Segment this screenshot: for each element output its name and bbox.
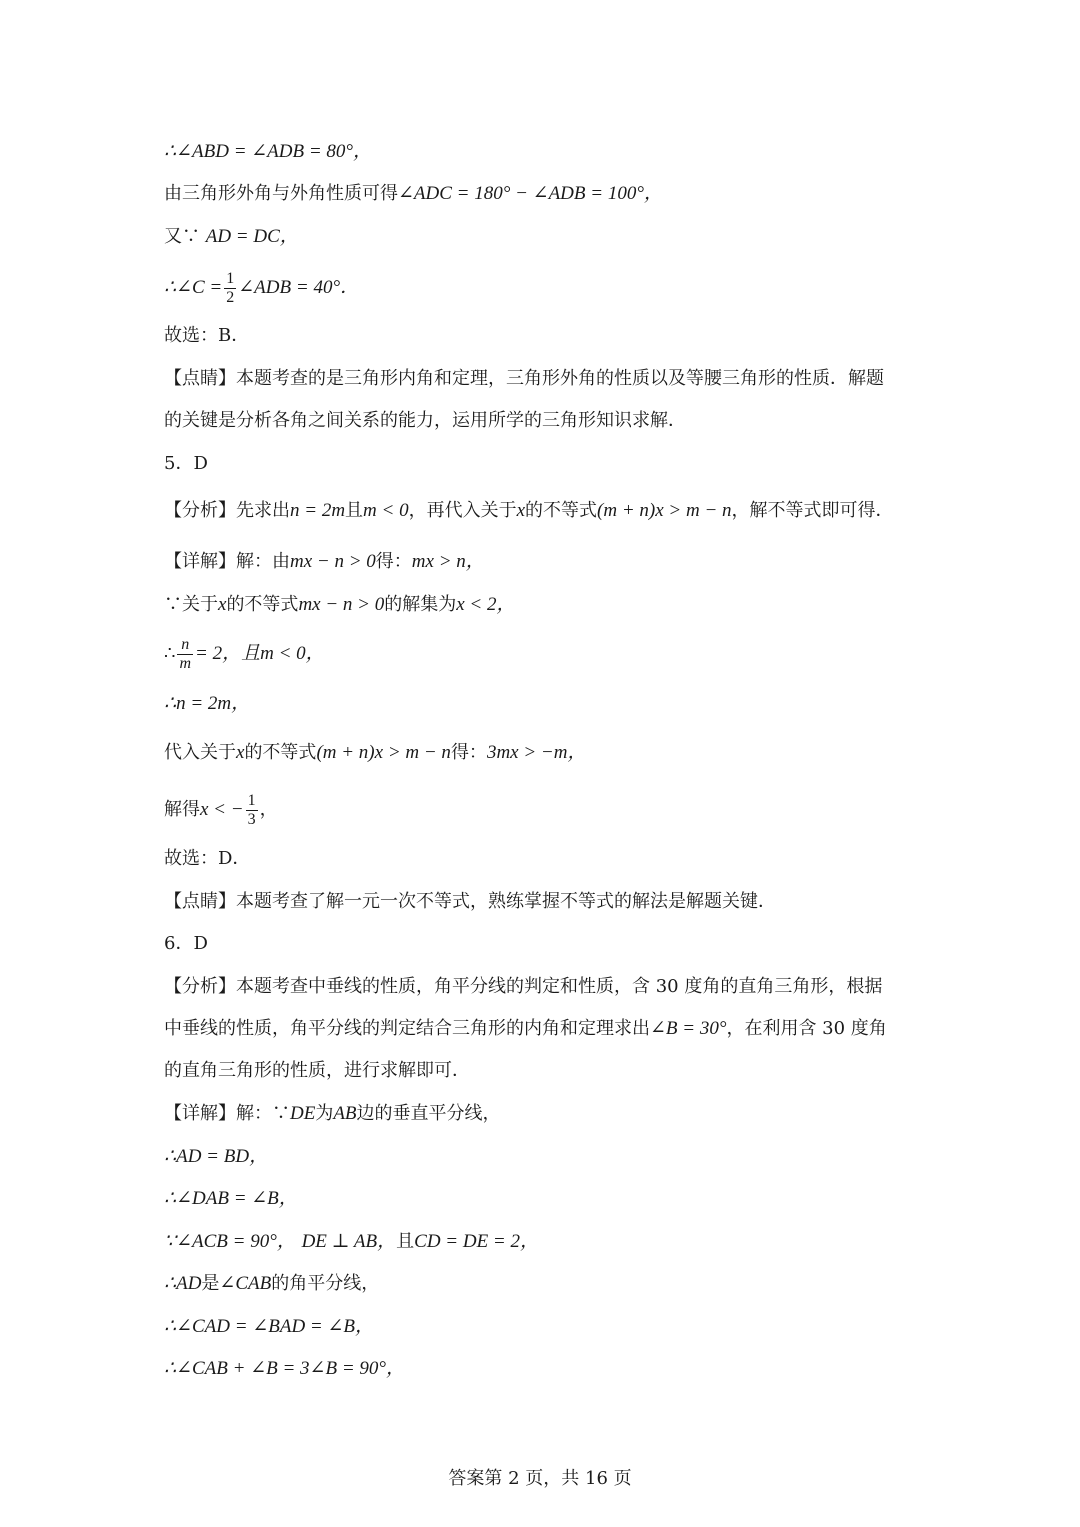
- fraction-half: $\frac{1}{2}$: [226, 269, 235, 306]
- line-exterior-angle: 由三角形外角与外角性质可得∠ADC = 180° − ∠ADB = 100°，: [164, 183, 663, 204]
- line-analysis-6-3: 的直角三角形的性质，进行求解即可．: [164, 1060, 470, 1081]
- question-5-heading: 5．D: [164, 453, 208, 474]
- line-solution-5: 【详解】解：由mx − n > 0得：mx > n，: [164, 551, 485, 572]
- line-answer-d-5: 故选：D．: [164, 848, 251, 869]
- fraction-one-third: $\frac{1}{3}$: [247, 791, 256, 828]
- line-dab-b: ∴∠DAB = ∠B，: [164, 1188, 298, 1209]
- line-n-over-m: ∴ $\frac{n}{m}$ = 2，且m < 0，: [164, 635, 325, 672]
- line-analysis-5: 【分析】先求出n = 2m且m < 0，再代入关于x的不等式(m + n)x > m − n，解不等式即可得．: [164, 500, 894, 521]
- fraction-n-over-m: $\frac{n}{m}$: [179, 635, 192, 672]
- line-abd-adb: ∴∠ABD = ∠ADB = 80°，: [164, 141, 373, 162]
- line-cab-plus-b: ∴∠CAB + ∠B = 3∠B = 90°，: [164, 1358, 406, 1379]
- line-comment-5: 【点睛】本题考查了解一元一次不等式，熟练掌握不等式的解法是解题关键．: [164, 891, 776, 912]
- line-analysis-6-1: 【分析】本题考查中垂线的性质，角平分线的判定和性质，含 30 度角的直角三角形，根据: [164, 976, 883, 997]
- line-ad-bd: ∴AD = BD，: [164, 1146, 269, 1167]
- line-comment-1: 【点睛】本题考查的是三角形内角和定理，三角形外角的性质以及等腰三角形的性质．解题: [164, 368, 884, 389]
- page-footer: 答案第 2 页，共 16 页: [448, 1468, 632, 1489]
- line-comment-2: 的关键是分析各角之间关系的能力，运用所学的三角形知识求解．: [164, 410, 686, 431]
- question-6-heading: 6．D: [164, 933, 208, 954]
- line-ad-dc: 又∵ AD = DC，: [164, 226, 299, 247]
- line-solution-6: 【详解】解：∵DE为AB边的垂直平分线，: [164, 1103, 501, 1124]
- line-answer-b: 故选：B．: [164, 325, 250, 346]
- line-result-x: 解得x < − $\frac{1}{3}$ ，: [164, 791, 278, 828]
- line-solution-set: ∵关于x的不等式mx − n > 0的解集为x < 2，: [164, 594, 516, 615]
- line-cad-bad: ∴∠CAD = ∠BAD = ∠B，: [164, 1316, 375, 1337]
- line-n-equals-2m: ∴n = 2m，: [164, 693, 251, 714]
- line-angle-bisector: ∴AD是∠CAB的角平分线，: [164, 1273, 380, 1294]
- line-substitute: 代入关于x的不等式(m + n)x > m − n得：3mx > −m，: [164, 742, 587, 763]
- line-analysis-6-2: 中垂线的性质，角平分线的判定结合三角形的内角和定理求出∠B = 30°，在利用含 30 度角: [164, 1018, 887, 1039]
- line-acb-90: ∵∠ACB = 90°， DE ⊥ AB，且CD = DE = 2，: [164, 1231, 540, 1252]
- line-angle-c: ∴∠C = $\frac{1}{2}$ ∠ADB = 40°．: [164, 269, 360, 306]
